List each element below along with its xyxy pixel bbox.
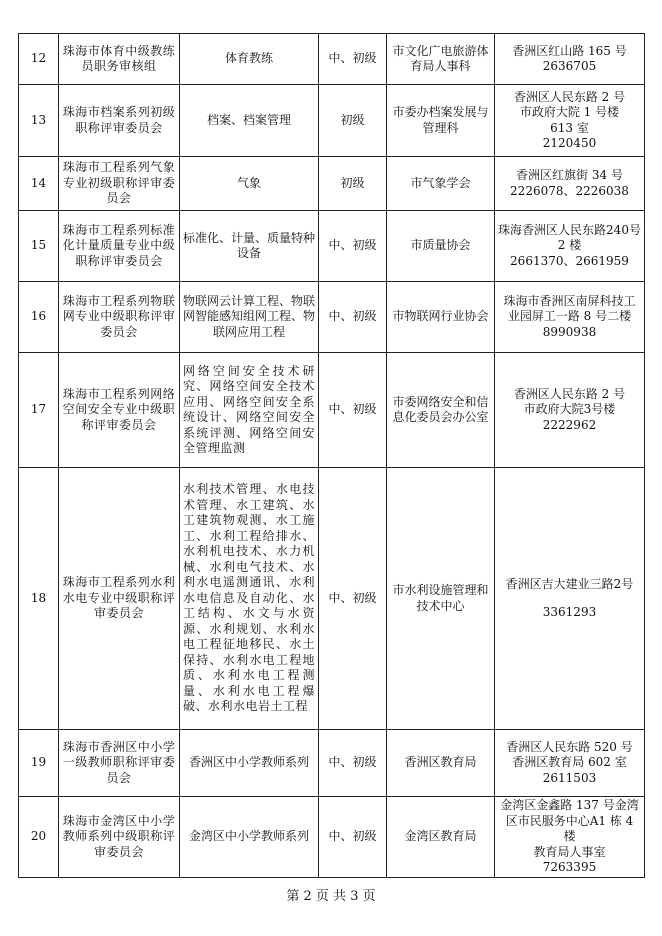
address-phone <box>495 157 645 211</box>
address-phone <box>495 211 645 282</box>
level: 中、初级 <box>319 468 387 730</box>
table-row <box>19 797 645 878</box>
organizing-unit: 金湾区教育局 <box>387 797 495 878</box>
organizing-unit: 市质量协会 <box>387 211 495 282</box>
table-row <box>19 85 645 157</box>
committee-name: 珠海市工程系列气象专业初级职称评审委员会 <box>59 157 180 211</box>
organizing-unit: 市委网络安全和信息化委员会办公室 <box>387 353 495 468</box>
phone-line: 2611503 <box>542 770 597 785</box>
address-phone <box>495 353 645 468</box>
table-row <box>19 468 645 730</box>
address-line: 金湾区金鑫路 137 号金湾区市民服务中心A1 栋 4 楼 <box>500 798 639 843</box>
organizing-unit: 香洲区教育局 <box>387 730 495 797</box>
specialty: 网络空间安全技术研究、网络空间安全技术应用、网络空间安全系统设计、网络空间安全系统评测、网络空间安全管理监测 <box>180 353 319 468</box>
address-line: 香洲区吉大建业三路2号 <box>505 577 634 591</box>
address-phone <box>495 85 645 157</box>
committee-table <box>18 33 645 878</box>
phone-line: 8990938 <box>542 324 597 339</box>
address-phone <box>495 468 645 730</box>
table-row <box>19 211 645 282</box>
specialty: 档案、档案管理 <box>180 85 319 157</box>
phone-line: 2222962 <box>542 417 597 432</box>
address-line: 香洲区人民东路 2 号 <box>513 89 626 104</box>
committee-name: 珠海市档案系列初级职称评审委员会 <box>59 85 180 157</box>
row-number: 16 <box>19 282 59 353</box>
specialty: 气象 <box>180 157 319 211</box>
level: 中、初级 <box>319 211 387 282</box>
organizing-unit: 市物联网行业协会 <box>387 282 495 353</box>
address-line: 市政府大院3号楼 <box>523 402 616 417</box>
row-number: 13 <box>19 85 59 157</box>
committee-name: 珠海市金湾区中小学教师系列中级职称评审委员会 <box>59 797 180 878</box>
organizing-unit: 市文化广电旅游体育局人事科 <box>387 34 495 85</box>
address-line: 香洲区人民东路 520 号 <box>506 739 633 754</box>
address-line: 市政府大院 1 号楼 <box>519 105 620 119</box>
table-row <box>19 34 645 85</box>
committee-name: 珠海市工程系列水利水电专业中级职称评审委员会 <box>59 468 180 730</box>
level: 初级 <box>319 85 387 157</box>
page-footer: 第 2 页 共 3 页 <box>286 889 376 904</box>
phone-line: 2661370、2661959 <box>510 253 629 268</box>
row-number: 20 <box>19 797 59 878</box>
address-line: 珠海市香洲区南屏科技工业园屏工一路 8 号二楼 <box>503 293 636 324</box>
address-line: 613 室 <box>550 120 589 135</box>
row-number: 12 <box>19 34 59 85</box>
address-line: 教育局人事室 <box>533 844 606 859</box>
committee-name: 珠海市香洲区中小学一级教师职称评审委员会 <box>59 730 180 797</box>
address-phone <box>495 797 645 878</box>
table-row <box>19 730 645 797</box>
specialty: 水利技术管理、水电技术管理、水工建筑、水工建筑物观测、水工施工、水利工程给排水、水利机电技术、水力机械、水利电气技术、水利水电遥测通讯、水利水电信息及自动化、水工结构、水文与水资源、水利规划、水利水电工程征地移民、水土保持、水利水电工程地质、水利水电工程测量、水利水电工程爆破、水利水电岩土工程 <box>180 468 319 730</box>
specialty: 香洲区中小学教师系列 <box>180 730 319 797</box>
organizing-unit: 市委办档案发展与管理科 <box>387 85 495 157</box>
committee-name: 珠海市工程系列网络空间安全专业中级职称评审委员会 <box>59 353 180 468</box>
phone-line: 2226078、2226038 <box>510 183 629 198</box>
phone-line: 2636705 <box>542 59 597 73</box>
table-row <box>19 157 645 211</box>
address-line: 香洲区红山路 165 号 <box>512 43 627 58</box>
row-number: 17 <box>19 353 59 468</box>
level: 初级 <box>319 157 387 211</box>
level: 中、初级 <box>319 797 387 878</box>
row-number: 18 <box>19 468 59 730</box>
committee-name: 珠海市工程系列标准化计量质量专业中级职称评审委员会 <box>59 211 180 282</box>
row-number: 15 <box>19 211 59 282</box>
table-row <box>19 353 645 468</box>
specialty: 金湾区中小学教师系列 <box>180 797 319 878</box>
address-phone <box>495 730 645 797</box>
address-line: 香洲区人民东路 2 号 <box>513 386 626 401</box>
committee-name: 珠海市工程系列物联网专业中级职称评审委员会 <box>59 282 180 353</box>
address-phone <box>495 282 645 353</box>
specialty: 物联网云计算工程、物联网智能感知组网工程、物联网应用工程 <box>180 282 319 353</box>
phone-line: 2120450 <box>542 136 597 150</box>
level: 中、初级 <box>319 282 387 353</box>
committee-name: 珠海市体育中级教练员职务审核组 <box>59 34 180 85</box>
organizing-unit: 市水利设施管理和技术中心 <box>387 468 495 730</box>
row-number: 14 <box>19 157 59 211</box>
level: 中、初级 <box>319 353 387 468</box>
level: 中、初级 <box>319 34 387 85</box>
address-phone <box>495 34 645 85</box>
table-row <box>19 282 645 353</box>
address-line: 香洲区红旗街 34 号 <box>516 168 623 182</box>
phone-line: 7263395 <box>542 860 597 874</box>
row-number: 19 <box>19 730 59 797</box>
spacer-line <box>498 593 641 605</box>
level: 中、初级 <box>319 730 387 797</box>
address-line: 香洲区教育局 602 室 <box>512 755 627 770</box>
organizing-unit: 市气象学会 <box>387 157 495 211</box>
specialty: 体育教练 <box>180 34 319 85</box>
phone-line: 3361293 <box>542 604 597 619</box>
specialty: 标准化、计量、质量特种设备 <box>180 211 319 282</box>
address-line: 珠海香洲区人民东路240号 2 楼 <box>498 222 641 253</box>
